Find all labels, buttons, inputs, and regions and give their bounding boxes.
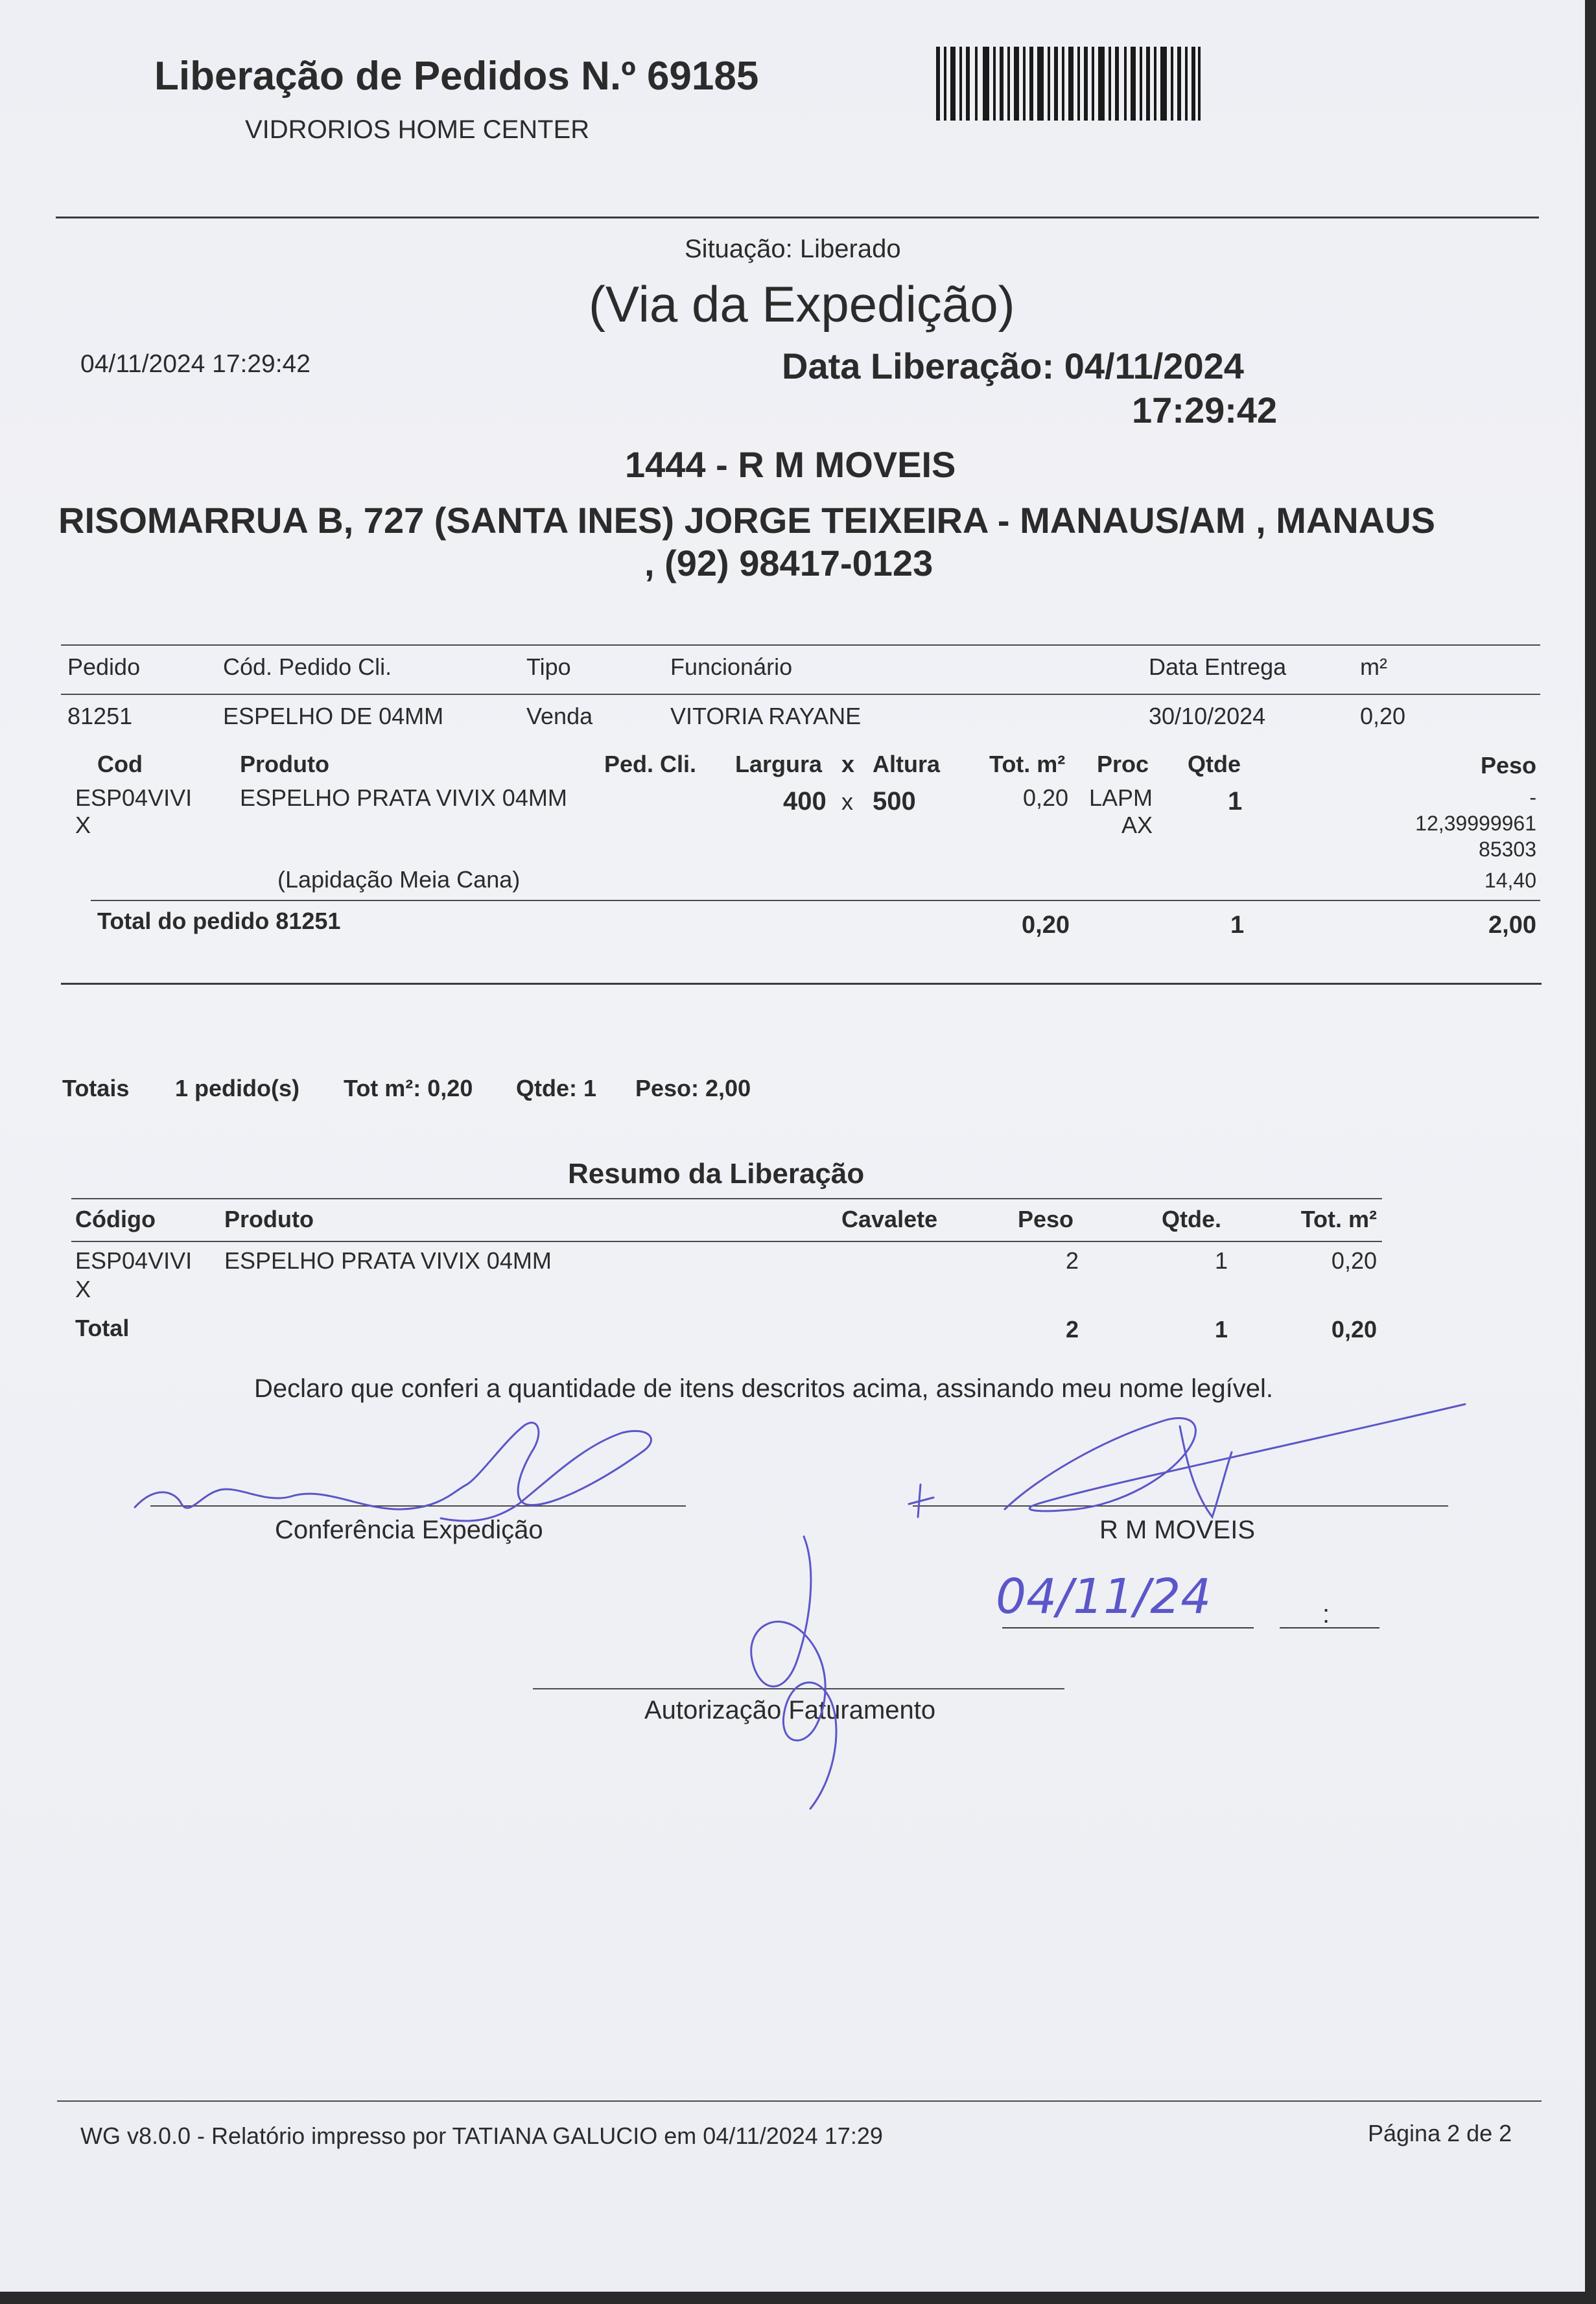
client-name: 1444 - R M MOVEIS [625, 444, 956, 485]
order-section-bottom-rule [61, 983, 1542, 985]
summary-qtde: 1 [1214, 1247, 1228, 1274]
col-m2: m² [1360, 653, 1387, 680]
item-peso-value-cont: 85303 [1479, 838, 1536, 861]
item-produto: ESPELHO PRATA VIVIX 04MM [240, 784, 567, 811]
item-note: (Lapidação Meia Cana) [277, 866, 521, 893]
item-total-rule [91, 900, 1540, 901]
summary-col-produto: Produto [224, 1206, 314, 1232]
date-underline [1002, 1627, 1254, 1628]
order-total-qtde: 1 [1230, 911, 1245, 939]
summary-peso: 2 [1065, 1247, 1079, 1274]
summary-top-rule [71, 1198, 1382, 1199]
summary-codigo: ESP04VIVI [75, 1247, 193, 1274]
header-divider [56, 217, 1539, 218]
company-name: VIDRORIOS HOME CENTER [245, 115, 590, 144]
summary-col-codigo: Código [75, 1206, 156, 1232]
order-pedido: 81251 [67, 703, 133, 729]
item-proc: LAPM [1089, 784, 1153, 811]
order-table-top-rule [61, 644, 1540, 646]
item-cod: ESP04VIVI [75, 784, 193, 811]
release-time: 17:29:42 [1132, 390, 1278, 430]
document-title: Liberação de Pedidos N.º 69185 [154, 54, 759, 99]
signature-client [908, 1400, 1478, 1530]
footer-page-number: Página 2 de 2 [1368, 2120, 1512, 2146]
col-cod-pedido-cli: Cód. Pedido Cli. [223, 653, 392, 680]
item-col-ped-cli: Ped. Cli. [604, 751, 697, 777]
barcode [936, 47, 1201, 121]
item-col-qtde: Qtde [1188, 751, 1241, 777]
order-total-peso: 2,00 [1488, 911, 1536, 939]
handwritten-date: 04/11/24 [996, 1569, 1212, 1625]
signature-label-auth: Autorização Faturamento [644, 1696, 936, 1724]
item-col-altura: Altura [873, 751, 941, 777]
signature-label-right: R M MOVEIS [1099, 1516, 1256, 1544]
summary-total-peso: 2 [1065, 1316, 1079, 1343]
order-cod-cli: ESPELHO DE 04MM [223, 703, 444, 729]
footer-printed-by: WG v8.0.0 - Relatório impresso por TATIANA GALUCIO em 04/11/2024 17:29 [80, 2122, 883, 2149]
time-separator: : [1322, 1600, 1330, 1628]
totals-tot-m2: Tot m²: 0,20 [344, 1075, 473, 1101]
order-table-header-rule [61, 694, 1540, 695]
col-funcionario: Funcionário [670, 653, 793, 680]
col-data-entrega: Data Entrega [1149, 653, 1287, 680]
item-altura: 500 [873, 787, 916, 816]
item-peso-value: 12,39999961 [1415, 812, 1536, 835]
item-col-peso: Peso [1480, 752, 1536, 779]
signature-expedition [130, 1413, 687, 1530]
client-address: RISOMARRUA B, 727 (SANTA INES) JORGE TEIXEIRA - MANAUS/AM , MANAUS [58, 500, 1435, 541]
footer-rule [57, 2100, 1542, 2102]
summary-produto: ESPELHO PRATA VIVIX 04MM [224, 1247, 552, 1274]
item-largura: 400 [783, 787, 827, 816]
summary-tot-m2: 0,20 [1331, 1247, 1377, 1274]
signature-label-left: Conferência Expedição [275, 1516, 543, 1544]
totals-peso: Peso: 2,00 [635, 1075, 751, 1101]
item-col-x: x [841, 751, 855, 777]
order-total-m2: 0,20 [1022, 911, 1070, 939]
col-pedido: Pedido [67, 653, 141, 680]
item-col-largura: Largura [735, 751, 823, 777]
item-peso-dash: - [1529, 786, 1536, 809]
item-cod-cont: X [75, 812, 91, 838]
order-m2: 0,20 [1360, 703, 1406, 729]
client-phone: , (92) 98417-0123 [644, 543, 933, 583]
item-x: x [841, 788, 853, 815]
signature-authorization [739, 1530, 869, 1815]
summary-col-tot-m2: Tot. m² [1300, 1206, 1377, 1232]
declaration-text: Declaro que conferi a quantidade de itens descritos acima, assinando meu nome legível. [254, 1374, 1274, 1403]
item-peso-total: 14,40 [1484, 869, 1536, 892]
col-tipo: Tipo [526, 653, 571, 680]
totals-pedidos: 1 pedido(s) [175, 1075, 300, 1101]
summary-title: Resumo da Liberação [568, 1158, 865, 1190]
release-date: Data Liberação: 04/11/2024 [782, 346, 1244, 386]
item-col-cod: Cod [97, 751, 143, 777]
summary-col-peso: Peso [1018, 1206, 1074, 1232]
totals-label: Totais [62, 1075, 130, 1101]
order-funcionario: VITORIA RAYANE [670, 703, 862, 729]
item-tot-m2: 0,20 [1023, 784, 1069, 811]
totals-qtde: Qtde: 1 [516, 1075, 597, 1101]
summary-total-tot-m2: 0,20 [1331, 1316, 1377, 1343]
item-col-produto: Produto [240, 751, 329, 777]
via-label: (Via da Expedição) [589, 276, 1015, 333]
item-proc-cont: AX [1121, 812, 1153, 838]
print-datetime: 04/11/2024 17:29:42 [80, 350, 311, 378]
item-col-proc: Proc [1097, 751, 1149, 777]
item-col-tot-m2: Tot. m² [989, 751, 1066, 777]
summary-header-rule [71, 1241, 1382, 1242]
order-total-label: Total do pedido 81251 [97, 908, 341, 934]
order-data-entrega: 30/10/2024 [1149, 703, 1266, 729]
order-tipo: Venda [526, 703, 593, 729]
summary-total-label: Total [75, 1315, 130, 1341]
summary-codigo-cont: X [75, 1276, 91, 1302]
situation-label: Situação: Liberado [685, 235, 901, 263]
summary-col-cavalete: Cavalete [841, 1206, 938, 1232]
summary-col-qtde: Qtde. [1162, 1206, 1222, 1232]
summary-total-qtde: 1 [1214, 1316, 1228, 1343]
item-qtde: 1 [1228, 787, 1243, 816]
